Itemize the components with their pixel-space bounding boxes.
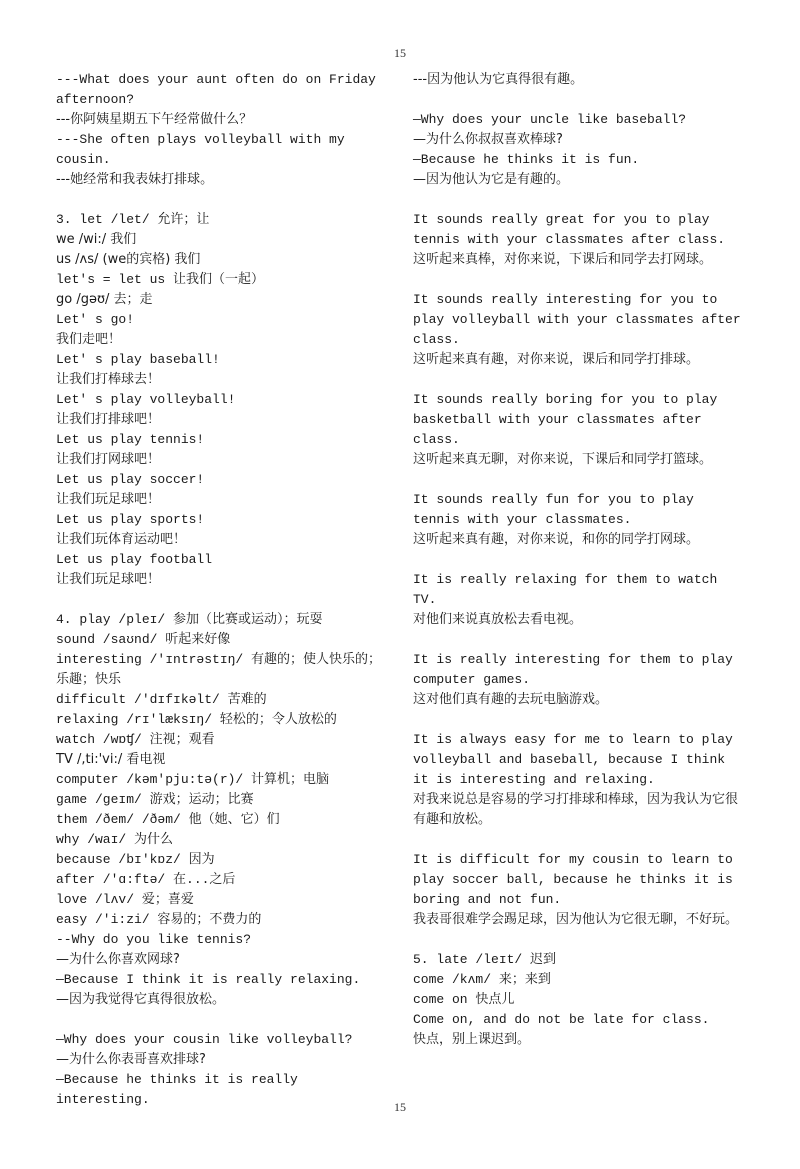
text-line: ---你阿姨星期五下午经常做什么？ — [56, 112, 253, 127]
text-line: 我表哥很难学会踢足球，因为他认为它很无聊，不好玩。 — [413, 912, 739, 927]
text-line: —Because he thinks it is really interesting. — [56, 1072, 298, 1107]
paragraph-gap — [56, 590, 386, 610]
paragraph-gap — [413, 470, 748, 490]
text-line: —因为我觉得它真得很放松。 — [56, 992, 226, 1007]
paragraph-gap — [413, 370, 748, 390]
text-line: interesting /'ɪntrəstɪŋ/ 有趣的；使人快乐的；乐趣；快乐 — [56, 652, 382, 687]
paragraph-gap — [413, 190, 748, 210]
text-line: It is really relaxing for them to watch TV. — [413, 572, 718, 607]
text-line: 快点，别上课迟到。 — [413, 1032, 531, 1047]
text-line: Let' s go! — [56, 312, 135, 327]
text-line: Let' s play baseball! — [56, 352, 220, 367]
text-line: 让我们打网球吧！ — [56, 452, 161, 467]
text-line: we /wi:/ 我们 — [56, 232, 137, 247]
text-line: 4. play /pleɪ/ 参加（比赛或运动）；玩耍 — [56, 612, 323, 627]
text-line: game /geɪm/ 游戏；运动；比赛 — [56, 792, 254, 807]
paragraph-gap — [56, 1010, 386, 1030]
text-line: It is always easy for me to learn to play volleyball and baseball, because I think it is interesting and relaxing. — [413, 732, 733, 787]
text-line: 让我们玩足球吧！ — [56, 492, 161, 507]
text-line: 对他们来说真放松去看电视。 — [413, 612, 583, 627]
paragraph-gap — [413, 90, 748, 110]
text-line: ---因为他认为它真得很有趣。 — [413, 72, 584, 87]
text-line: 我们走吧！ — [56, 332, 122, 347]
left-column — [56, 70, 386, 1110]
page-number-top: 15 — [394, 46, 406, 60]
text-line: 对我来说总是容易的学习打排球和棒球，因为我认为它很有趣和放松。 — [413, 792, 739, 827]
text-line: It sounds really boring for you to play basketball with your classmates after class. — [413, 392, 718, 447]
right-column — [413, 70, 748, 1050]
text-line: 3. let /let/ 允许；让 — [56, 212, 210, 227]
text-line: It is difficult for my cousin to learn to play soccer ball, because he thinks it is boring and not fun. — [413, 852, 733, 907]
text-line: —为什么你叔叔喜欢棒球? — [413, 132, 563, 147]
text-line: sound /saʊnd/ 听起来好像 — [56, 632, 231, 647]
text-line: 让我们玩足球吧！ — [56, 572, 161, 587]
text-line: why /waɪ/ 为什么 — [56, 832, 174, 847]
text-line: Let us play football — [56, 552, 213, 567]
text-line: It sounds really great for you to play tennis with your classmates after class. — [413, 212, 726, 247]
text-line: Let us play tennis! — [56, 432, 205, 447]
text-line: ---She often plays volleyball with my cousin. — [56, 132, 345, 167]
text-line: love /lʌv/ 爱；喜爱 — [56, 892, 194, 907]
text-line: It is really interesting for them to play computer games. — [413, 652, 733, 687]
text-line: us /ʌs/ (we的宾格) 我们 — [56, 252, 201, 267]
paragraph-gap — [413, 830, 748, 850]
text-line: relaxing /rɪ'læksɪŋ/ 轻松的；令人放松的 — [56, 712, 337, 727]
text-line: easy /'i:zi/ 容易的；不费力的 — [56, 912, 262, 927]
text-line: Come on, and do not be late for class. — [413, 1012, 710, 1027]
paragraph-gap — [56, 190, 386, 210]
text-line: 让我们打排球吧！ — [56, 412, 161, 427]
text-line: Let us play soccer! — [56, 472, 205, 487]
text-line: --Why do you like tennis? — [56, 932, 252, 947]
paragraph-gap — [413, 710, 748, 730]
text-line: 这听起来真有趣，对你来说，和你的同学打网球。 — [413, 532, 700, 547]
text-line: because /bɪ'kɒz/ 因为 — [56, 852, 215, 867]
text-line: It sounds really interesting for you to play volleyball with your classmates after class. — [413, 292, 741, 347]
text-line: —因为他认为它是有趣的。 — [413, 172, 570, 187]
text-line: 这对他们真有趣的去玩电脑游戏。 — [413, 692, 609, 707]
text-line: 让我们玩体育运动吧！ — [56, 532, 187, 547]
text-line: 5. late /leɪt/ 迟到 — [413, 952, 557, 967]
text-line: TV /,ti:'vi:/ 看电视 — [56, 752, 166, 767]
paragraph-gap — [413, 930, 748, 950]
text-line: ---What does your aunt often do on Friday afternoon? — [56, 72, 376, 107]
text-line: Let us play sports! — [56, 512, 205, 527]
page-number-bottom: 15 — [394, 1100, 406, 1114]
text-line: 让我们打棒球去！ — [56, 372, 161, 387]
text-line: watch /wɒʧ/ 注视；观看 — [56, 732, 215, 747]
paragraph-gap — [413, 270, 748, 290]
text-line: —Why does your cousin like volleyball? — [56, 1032, 353, 1047]
text-line: ---她经常和我表妹打排球。 — [56, 172, 214, 187]
text-line: them /ðem/ /ðəm/ 他（她、它）们 — [56, 812, 280, 827]
text-line: Let' s play volleyball! — [56, 392, 236, 407]
text-line: —Because I think it is really relaxing. — [56, 972, 361, 987]
text-line: —Because he thinks it is fun. — [413, 152, 640, 167]
text-line: go /gəʊ/ 去；走 — [56, 292, 153, 307]
text-line: 这听起来真棒，对你来说，下课后和同学去打网球。 — [413, 252, 713, 267]
text-line: let's = let us 让我们（一起） — [56, 272, 265, 287]
text-line: 这听起来真有趣，对你来说，课后和同学打排球。 — [413, 352, 700, 367]
text-line: difficult /'dɪfɪkəlt/ 苦难的 — [56, 692, 267, 707]
text-line: —为什么你表哥喜欢排球? — [56, 1052, 206, 1067]
text-line: —Why does your uncle like baseball? — [413, 112, 687, 127]
text-line: It sounds really fun for you to play tennis with your classmates. — [413, 492, 694, 527]
text-line: come on 快点儿 — [413, 992, 515, 1007]
text-line: computer /kəm'pju:tə(r)/ 计算机；电脑 — [56, 772, 330, 787]
text-line: come /kʌm/ 来；来到 — [413, 972, 551, 987]
paragraph-gap — [413, 630, 748, 650]
text-line: 这听起来真无聊，对你来说，下课后和同学打篮球。 — [413, 452, 713, 467]
paragraph-gap — [413, 550, 748, 570]
text-line: —为什么你喜欢网球? — [56, 952, 180, 967]
text-line: after /'ɑ:ftə/ 在...之后 — [56, 872, 236, 887]
